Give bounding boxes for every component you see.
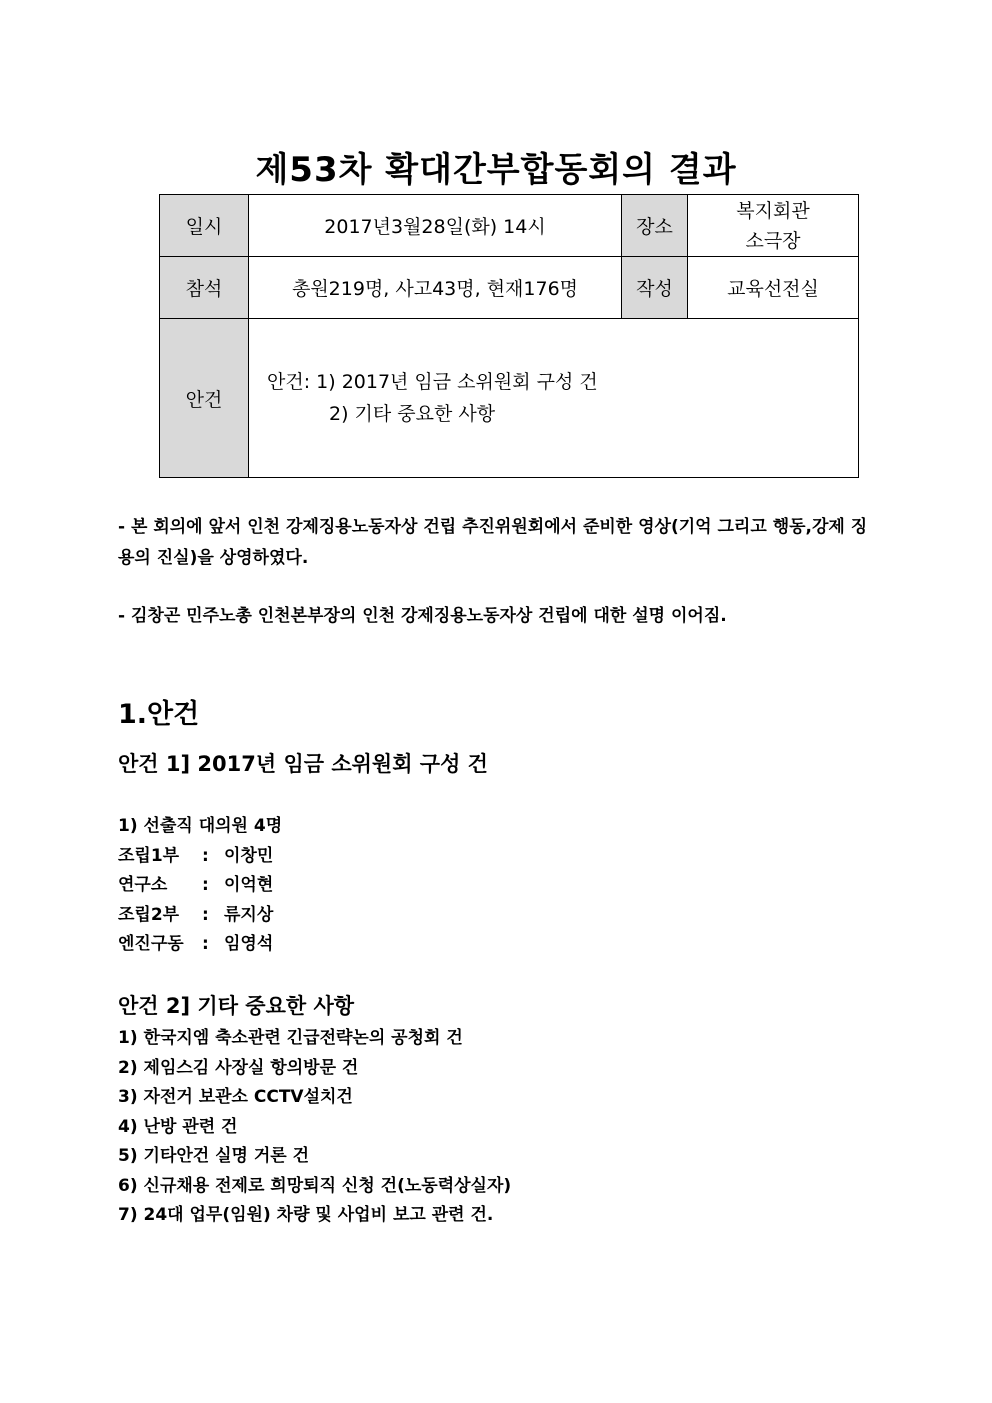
member-colon: :: [202, 845, 209, 866]
section-heading: 1.안건: [118, 699, 200, 730]
info-row-attendance: [160, 257, 859, 319]
list-item: 3) 자전거 보관소 CCTV설치건: [118, 1087, 353, 1107]
list-item: 6) 신규채용 전제로 희망퇴직 신청 건(노동력상실자): [118, 1175, 512, 1196]
info-row-agenda: [160, 319, 859, 478]
list-item: 1) 한국지엠 축소관련 긴급전략논의 공청회 건: [118, 1028, 463, 1048]
member-row: [118, 901, 282, 931]
attendance-label: 참석: [160, 257, 249, 319]
place-value: [688, 195, 859, 257]
list-item: 5) 기타안건 실명 거론 건: [118, 1146, 310, 1166]
date-value: 2017년3월28일(화) 14시: [249, 195, 622, 257]
member-colon: :: [202, 934, 209, 954]
list-item: 7) 24대 업무(임원) 차량 및 사업비 보고 관련 건.: [118, 1205, 494, 1225]
member-name: 이억현: [224, 875, 274, 895]
writer-value: 교육선전실: [688, 257, 859, 319]
member-name: 임영석: [224, 934, 274, 954]
member-row: [118, 842, 282, 872]
writer-label: 작성: [622, 257, 688, 319]
member-name: 류지상: [224, 904, 274, 925]
member-colon: :: [202, 875, 209, 895]
info-row-date: [160, 195, 859, 257]
member-dept: 조립1부: [118, 845, 180, 866]
member-row: [118, 930, 282, 960]
note-2: - 김창곤 민주노총 인천본부장의 인천 강제징용노동자상 건립에 대한 설명 이어짐.: [118, 606, 727, 626]
agenda-value: [249, 319, 859, 478]
place-value-line-2: 소극장: [745, 229, 801, 252]
member-dept: 연구소: [118, 875, 168, 895]
member-colon: :: [202, 904, 209, 925]
note-1: - 본 회의에 앞서 인천 강제징용노동자상 건립 추진위원회에서 준비한 영상(기억 그리고 행동,강제 징용의 진실)을 상영하였다.: [118, 517, 868, 568]
item2-heading: 안건 2] 기타 중요한 사항: [118, 994, 355, 1018]
item1-sub: 1) 선출직 대의원 4명: [118, 816, 283, 836]
agenda-line-1: 안건: 1) 2017년 임금 소위원회 구성 건: [267, 371, 598, 393]
agenda-label: 안건: [160, 319, 249, 478]
attendance-value: 총원219명, 사고43명, 현재176명: [249, 257, 622, 319]
agenda-line-2: 2) 기타 중요한 사항: [329, 403, 496, 425]
member-dept: 조립2부: [118, 904, 180, 925]
list-item: 4) 난방 관련 건: [118, 1116, 238, 1137]
place-label: 장소: [622, 195, 688, 257]
item1-heading: 안건 1] 2017년 임금 소위원회 구성 건: [118, 752, 488, 776]
item1-list: [118, 812, 282, 960]
document-title: 제53차 확대간부합동회의 결과: [255, 150, 737, 190]
meeting-info-table: [159, 194, 859, 478]
member-row: [118, 871, 282, 901]
member-name: 이창민: [224, 845, 274, 866]
place-value-line-1: 복지회관: [736, 199, 810, 222]
member-dept: 엔진구동: [118, 934, 184, 954]
item2-list: [118, 1024, 511, 1231]
date-label: 일시: [160, 195, 249, 257]
list-item: 2) 제임스김 사장실 항의방문 건: [118, 1057, 359, 1078]
